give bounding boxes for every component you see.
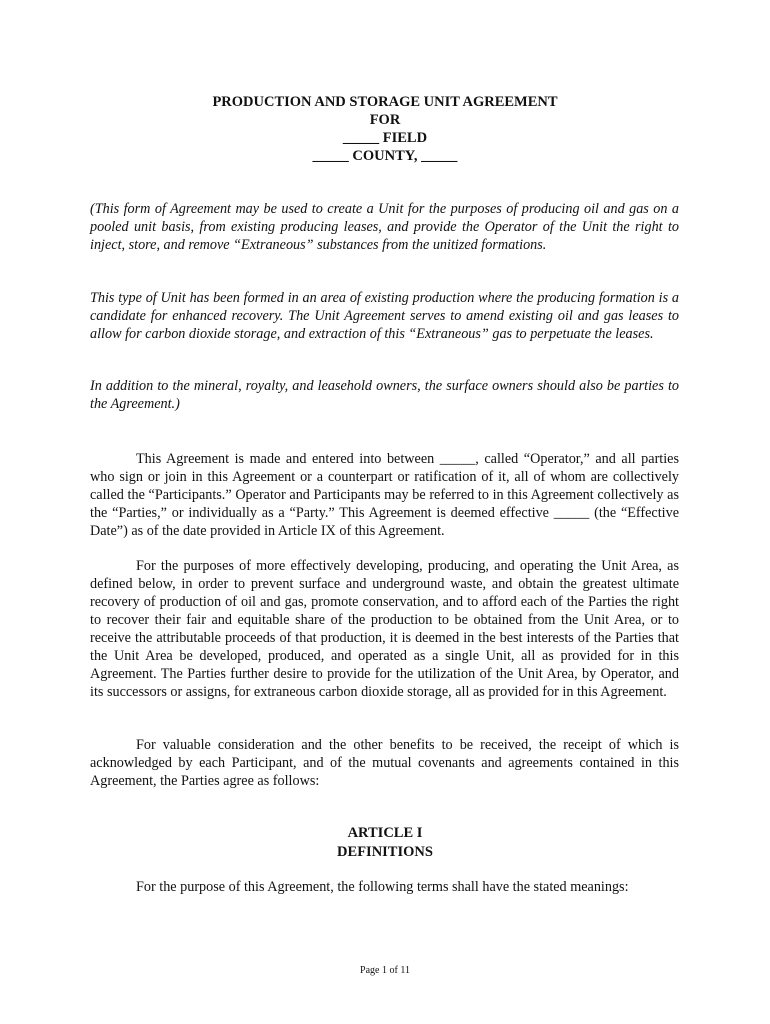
- title-line-2: FOR: [369, 112, 401, 128]
- intro-paragraph-3: In addition to the mineral, royalty, and leasehold owners, the surface owners should also be parties to the Agreement.): [90, 378, 679, 412]
- title-line-1: PRODUCTION AND STORAGE UNIT AGREEMENT: [212, 94, 558, 110]
- document-title: [90, 93, 680, 165]
- article-heading: [90, 824, 680, 862]
- title-line-3: _____ FIELD: [342, 130, 428, 146]
- intro-paragraph-2: This type of Unit has been formed in an area of existing production where the producing formation is a candidate for enhanced recovery. The Unit Agreement serves to amend existing oil and gas leases to allow for carbon dioxide storage, and extraction of this “Extraneous” gas to perpetuate the leases.: [90, 290, 679, 342]
- intro-paragraph-1: (This form of Agreement may be used to create a Unit for the purposes of producing oil and gas on a pooled unit basis, from existing producing leases, and provide the Operator of the Unit the right to inject, store, and remove “Extraneous” substances from the unitized formations.: [90, 201, 679, 253]
- body-paragraph-1: This Agreement is made and entered into between _____, called “Operator,” and all parties who sign or join in this Agreement or a counterpart or ratification of it, all of whom are collectively called the “Participants.” Operator and Participants may be referred to in this Agreement collectively as the “Parties,” or individually as a “Party.” This Agreement is deemed effective _____ (the “Effective Date”) as of the date provided in Article IX of this Agreement.: [90, 451, 679, 539]
- article-name: DEFINITIONS: [337, 844, 433, 860]
- page-number-footer: Page 1 of 11: [360, 965, 410, 976]
- article-number: ARTICLE I: [347, 825, 423, 841]
- definitions-intro: For the purpose of this Agreement, the following terms shall have the stated meanings:: [136, 879, 629, 895]
- body-paragraph-3: For valuable consideration and the other benefits to be received, the receipt of which is acknowledged by each Participant, and of the mutual covenants and agreements contained in this Agreement, the Parties agree as follows:: [90, 737, 679, 789]
- title-line-4: _____ COUNTY, _____: [312, 148, 458, 164]
- body-paragraph-2: For the purposes of more effectively developing, producing, and operating the Unit Area, as defined below, in order to prevent surface and underground waste, and obtain the greatest ultimate recovery of production of oil and gas, promote conservation, and to afford each of the Parties the right to recover their fair and equitable share of the production to be obtained from the Unit Area, or to receive the attributable proceeds of that production, it is deemed in the best interests of the Parties that the Unit Area be developed, produced, and operated as a single Unit, all as provided for in this Agreement. The Parties further desire to provide for the utilization of the Unit Area, by Operator, and its successors or assigns, for extraneous carbon dioxide storage, all as provided for in this Agreement.: [90, 558, 679, 700]
